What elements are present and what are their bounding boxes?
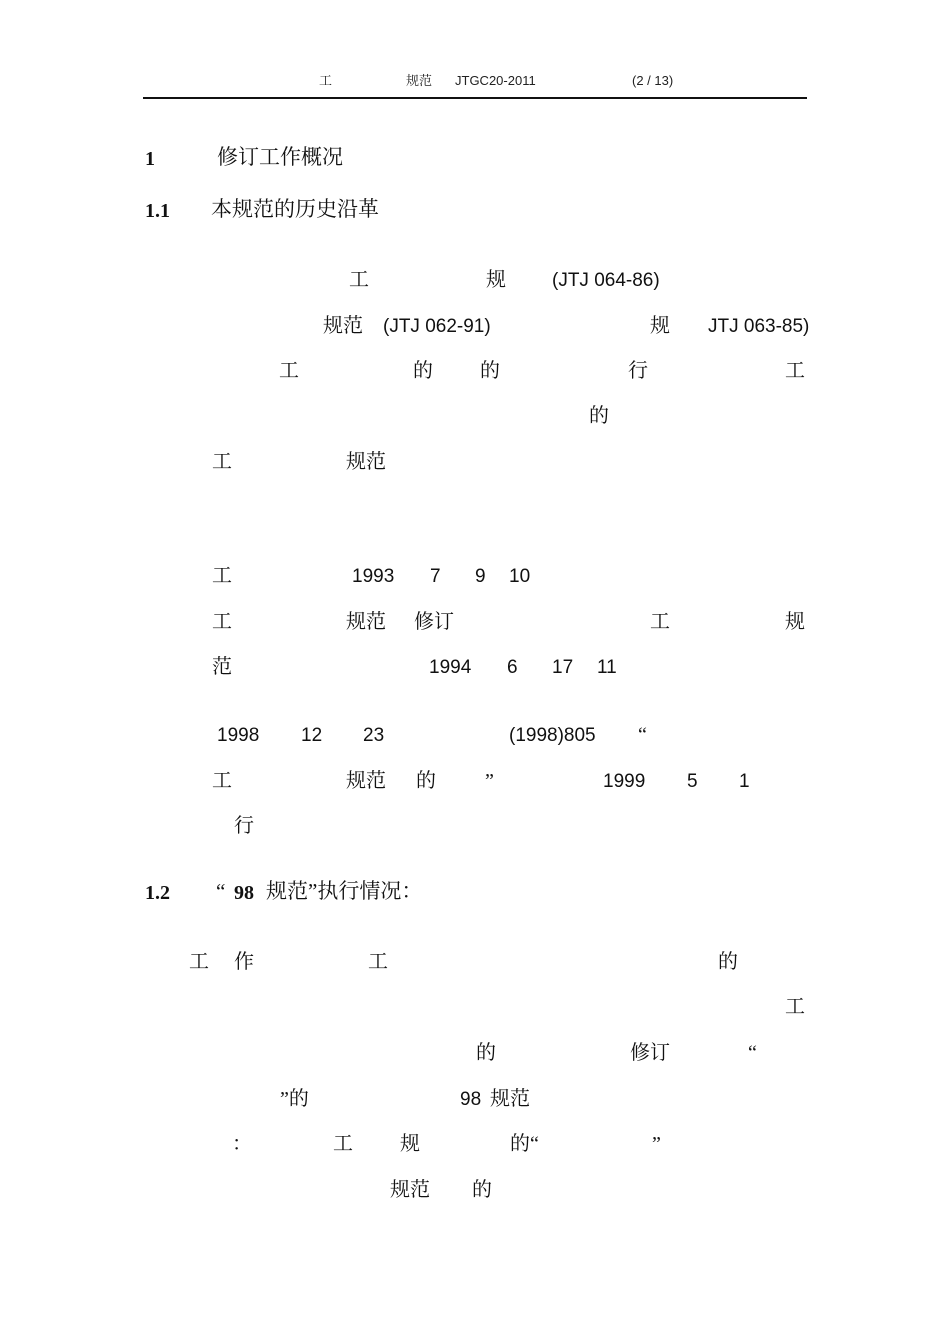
section-1-2-number: 1.2 xyxy=(145,882,170,904)
header-code: JTGC20-2011 xyxy=(455,73,536,88)
section-1-title: 修订工作概况 xyxy=(217,145,343,169)
p2-l2-c: 修订 xyxy=(414,611,454,633)
p2-l3-c: 6 xyxy=(507,657,518,678)
p3-l2-f: 5 xyxy=(687,771,698,792)
p1-l4-a: 的 xyxy=(589,405,609,427)
p2-l2-e: 规 xyxy=(785,611,805,633)
p3-l2-c: 的 xyxy=(416,770,436,792)
p4-l5-e: ” xyxy=(652,1133,661,1155)
p3-l2-b: 规范 xyxy=(346,770,386,792)
p4-l3-c: “ xyxy=(748,1042,757,1064)
p1-l2-c: 规 xyxy=(650,315,670,337)
p4-l5-d: 的“ xyxy=(510,1133,539,1155)
p3-l1-c: 23 xyxy=(363,725,385,746)
p2-l1-e: 10 xyxy=(509,566,531,587)
p4-l2-a: 工 xyxy=(785,996,805,1018)
header-gong: 工 xyxy=(319,73,333,88)
p2-l1-d: 9 xyxy=(475,566,486,587)
p4-l6-b: 的 xyxy=(472,1179,492,1201)
p2-l3-a: 范 xyxy=(212,656,232,678)
p1-l2-b: (JTJ 062-91) xyxy=(383,316,491,337)
p1-l3-c: 的 xyxy=(480,360,500,382)
p4-l5-a: ： xyxy=(232,1133,252,1155)
p2-l2-b: 规范 xyxy=(346,611,386,633)
p2-l1-b: 1993 xyxy=(352,566,395,587)
p2-l2-a: 工 xyxy=(212,611,232,633)
p4-l1-c: 工 xyxy=(368,951,388,973)
p1-l5-a: 工 xyxy=(212,451,232,473)
p1-l2-a: 规范 xyxy=(323,315,363,337)
header-page-number: (2 / 13) xyxy=(632,73,674,88)
p4-l5-c: 规 xyxy=(400,1133,420,1155)
p2-l3-d: 17 xyxy=(552,657,574,678)
p1-l1-b: 规 xyxy=(486,269,506,291)
header-guifan: 规范 xyxy=(406,73,433,88)
p4-l4-b: 98 xyxy=(460,1089,482,1110)
p2-l1-c: 7 xyxy=(430,566,441,587)
p3-l1-a: 1998 xyxy=(217,725,260,746)
p2-l3-e: 11 xyxy=(597,657,617,678)
p2-l2-d: 工 xyxy=(650,611,670,633)
p4-l3-a: 的 xyxy=(476,1042,496,1064)
p2-l3-b: 1994 xyxy=(429,657,472,678)
p2-l1-a: 工 xyxy=(212,565,232,587)
p1-l2-d: JTJ 063-85) xyxy=(708,316,810,337)
p3-l2-e: 1999 xyxy=(603,771,646,792)
p3-l2-d: ” xyxy=(485,770,494,792)
p4-l1-a: 工 xyxy=(189,951,209,973)
section-1-2-title-open-quote: “ xyxy=(216,879,226,903)
p1-l3-d: 行 xyxy=(628,360,648,382)
p4-l1-d: 的 xyxy=(718,951,738,973)
p3-l1-b: 12 xyxy=(301,725,323,746)
header-rule xyxy=(143,97,807,99)
section-1-2-title-text: 规范”执行情况： xyxy=(266,879,423,903)
p4-l4-a: ”的 xyxy=(280,1088,309,1110)
p4-l5-b: 工 xyxy=(333,1133,353,1155)
section-1-2-title-number: 98 xyxy=(234,882,254,904)
section-1-1-title: 本规范的历史沿革 xyxy=(211,197,379,221)
p4-l3-b: 修订 xyxy=(630,1042,670,1064)
p1-l3-b: 的 xyxy=(413,360,433,382)
p3-l2-a: 工 xyxy=(212,770,232,792)
p1-l3-a: 工 xyxy=(279,360,299,382)
p3-l2-g: 1 xyxy=(739,771,750,792)
p3-l3-a: 行 xyxy=(234,815,254,837)
p1-l1-c: (JTJ 064-86) xyxy=(552,270,660,291)
p3-l1-e: “ xyxy=(638,724,647,746)
p3-l1-d: (1998)805 xyxy=(509,725,596,746)
p4-l6-a: 规范 xyxy=(390,1179,430,1201)
p4-l4-c: 规范 xyxy=(490,1088,530,1110)
p1-l1-a: 工 xyxy=(349,269,369,291)
section-1-number: 1 xyxy=(145,148,155,170)
p1-l5-b: 规范 xyxy=(346,451,386,473)
p1-l3-e: 工 xyxy=(785,360,805,382)
section-1-1-number: 1.1 xyxy=(145,200,170,222)
p4-l1-b: 作 xyxy=(234,951,254,973)
